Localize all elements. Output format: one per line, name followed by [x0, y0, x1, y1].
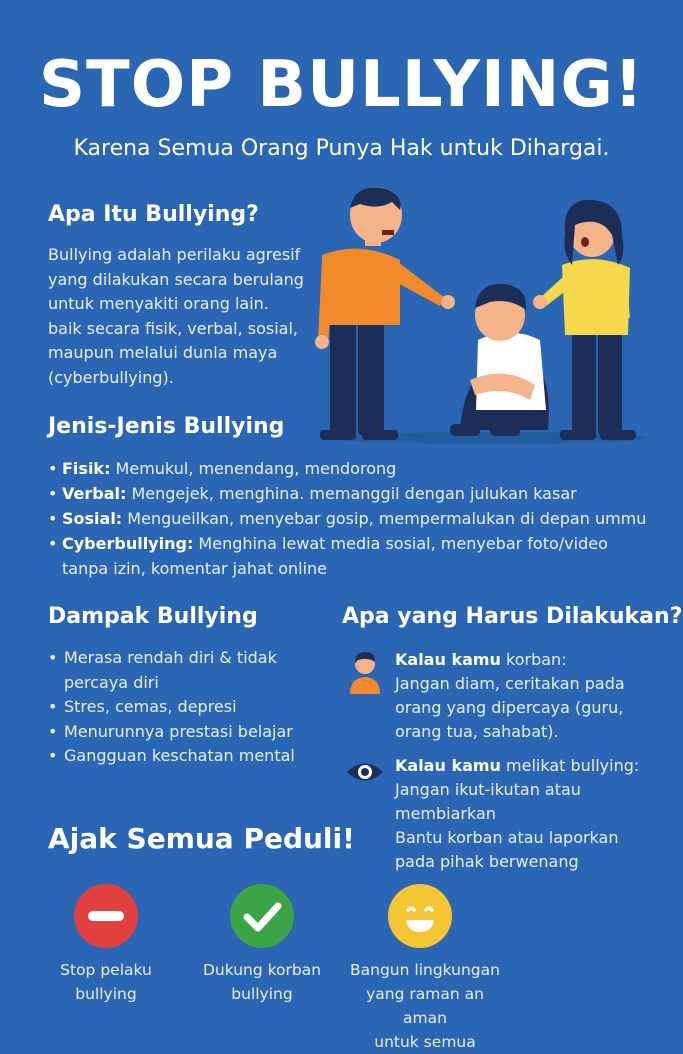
- types-continuation: tanpa izin, komentar jahat online: [62, 559, 328, 578]
- types-heading: Jenis-Jenis Bullying: [48, 414, 285, 439]
- what-is-line: untuk menyakiti orang lain.: [48, 294, 269, 313]
- list-item: • Cyberbullying: Menghina lewat media sosial, menyebar foto/video: [48, 531, 668, 556]
- what-is-heading: Apa Itu Bullying?: [48, 202, 259, 227]
- bullying-illustration: [300, 180, 660, 450]
- what-is-line: Bullying adalah perilaku agresif: [48, 245, 301, 264]
- minus-icon: [88, 911, 124, 921]
- what-is-line: yang dilakukan secara berulang: [48, 269, 304, 289]
- types-list: [48, 456, 668, 556]
- list-item: • Sosial: Mengueilkan, menyebar gosip, mempermalukan di depan ummu: [48, 506, 668, 531]
- list-item: • Gangguan keschatan mental: [48, 744, 318, 769]
- cta-support-text: Dukung korban bullying: [202, 961, 322, 1003]
- page-subtitle: Karena Semua Orang Punya Hak untuk Dihargai.: [73, 136, 610, 161]
- build-circle: [388, 884, 452, 948]
- page-title: STOP BULLYING!: [38, 48, 645, 122]
- support-circle: [230, 884, 294, 948]
- what-is-line: maupun melalui dunla maya: [48, 343, 278, 362]
- cta-stop-text: Stop pelaku bullying: [60, 961, 152, 1003]
- impact-heading: Dampak Bullying: [48, 604, 258, 629]
- smile-icon: [388, 884, 452, 948]
- impact-list: [48, 646, 318, 769]
- cta-heading: Ajak Semua Peduli!: [48, 822, 355, 855]
- witness-advice: Kalau kamu melikat bullying: Jangan ikut-ikutan atau membiarkan Bantu korban atau laporkan pada pihak berwenang: [395, 756, 640, 871]
- bully-boy-figure: [315, 187, 455, 440]
- what-is-line: (cyberbullying).: [48, 367, 174, 387]
- victim-boy-figure: [450, 284, 549, 436]
- stop-circle: [74, 884, 138, 948]
- check-icon: [230, 884, 294, 948]
- todo-heading: Apa yang Harus Dilakukan?: [342, 604, 683, 629]
- list-item: • Merasa rendah diri & tidak: [48, 646, 318, 671]
- list-item: • Stres, cemas, depresi: [48, 695, 318, 720]
- list-item-continuation: percaya diri: [64, 672, 159, 692]
- list-item: • Verbal: Mengejek, menghina. memanggil dengan julukan kasar: [48, 481, 668, 506]
- cta-build-text: Bangun lingkungan yang raman an aman untuk semua: [350, 961, 500, 1051]
- person-icon: [346, 648, 384, 694]
- what-is-line: baik secara fisik, verbal, sosial,: [48, 318, 299, 338]
- list-item: • Fisik: Memukul, menendang, mendorong: [48, 456, 668, 481]
- eye-icon: [346, 757, 384, 787]
- what-is-text: [48, 243, 328, 390]
- list-item: • Menurunnya prestasi belajar: [48, 720, 318, 745]
- victim-advice: Kalau kamu korban: Jangan diam, ceritakan pada orang yang dipercaya (guru, orang tua, sahabat).: [395, 650, 625, 741]
